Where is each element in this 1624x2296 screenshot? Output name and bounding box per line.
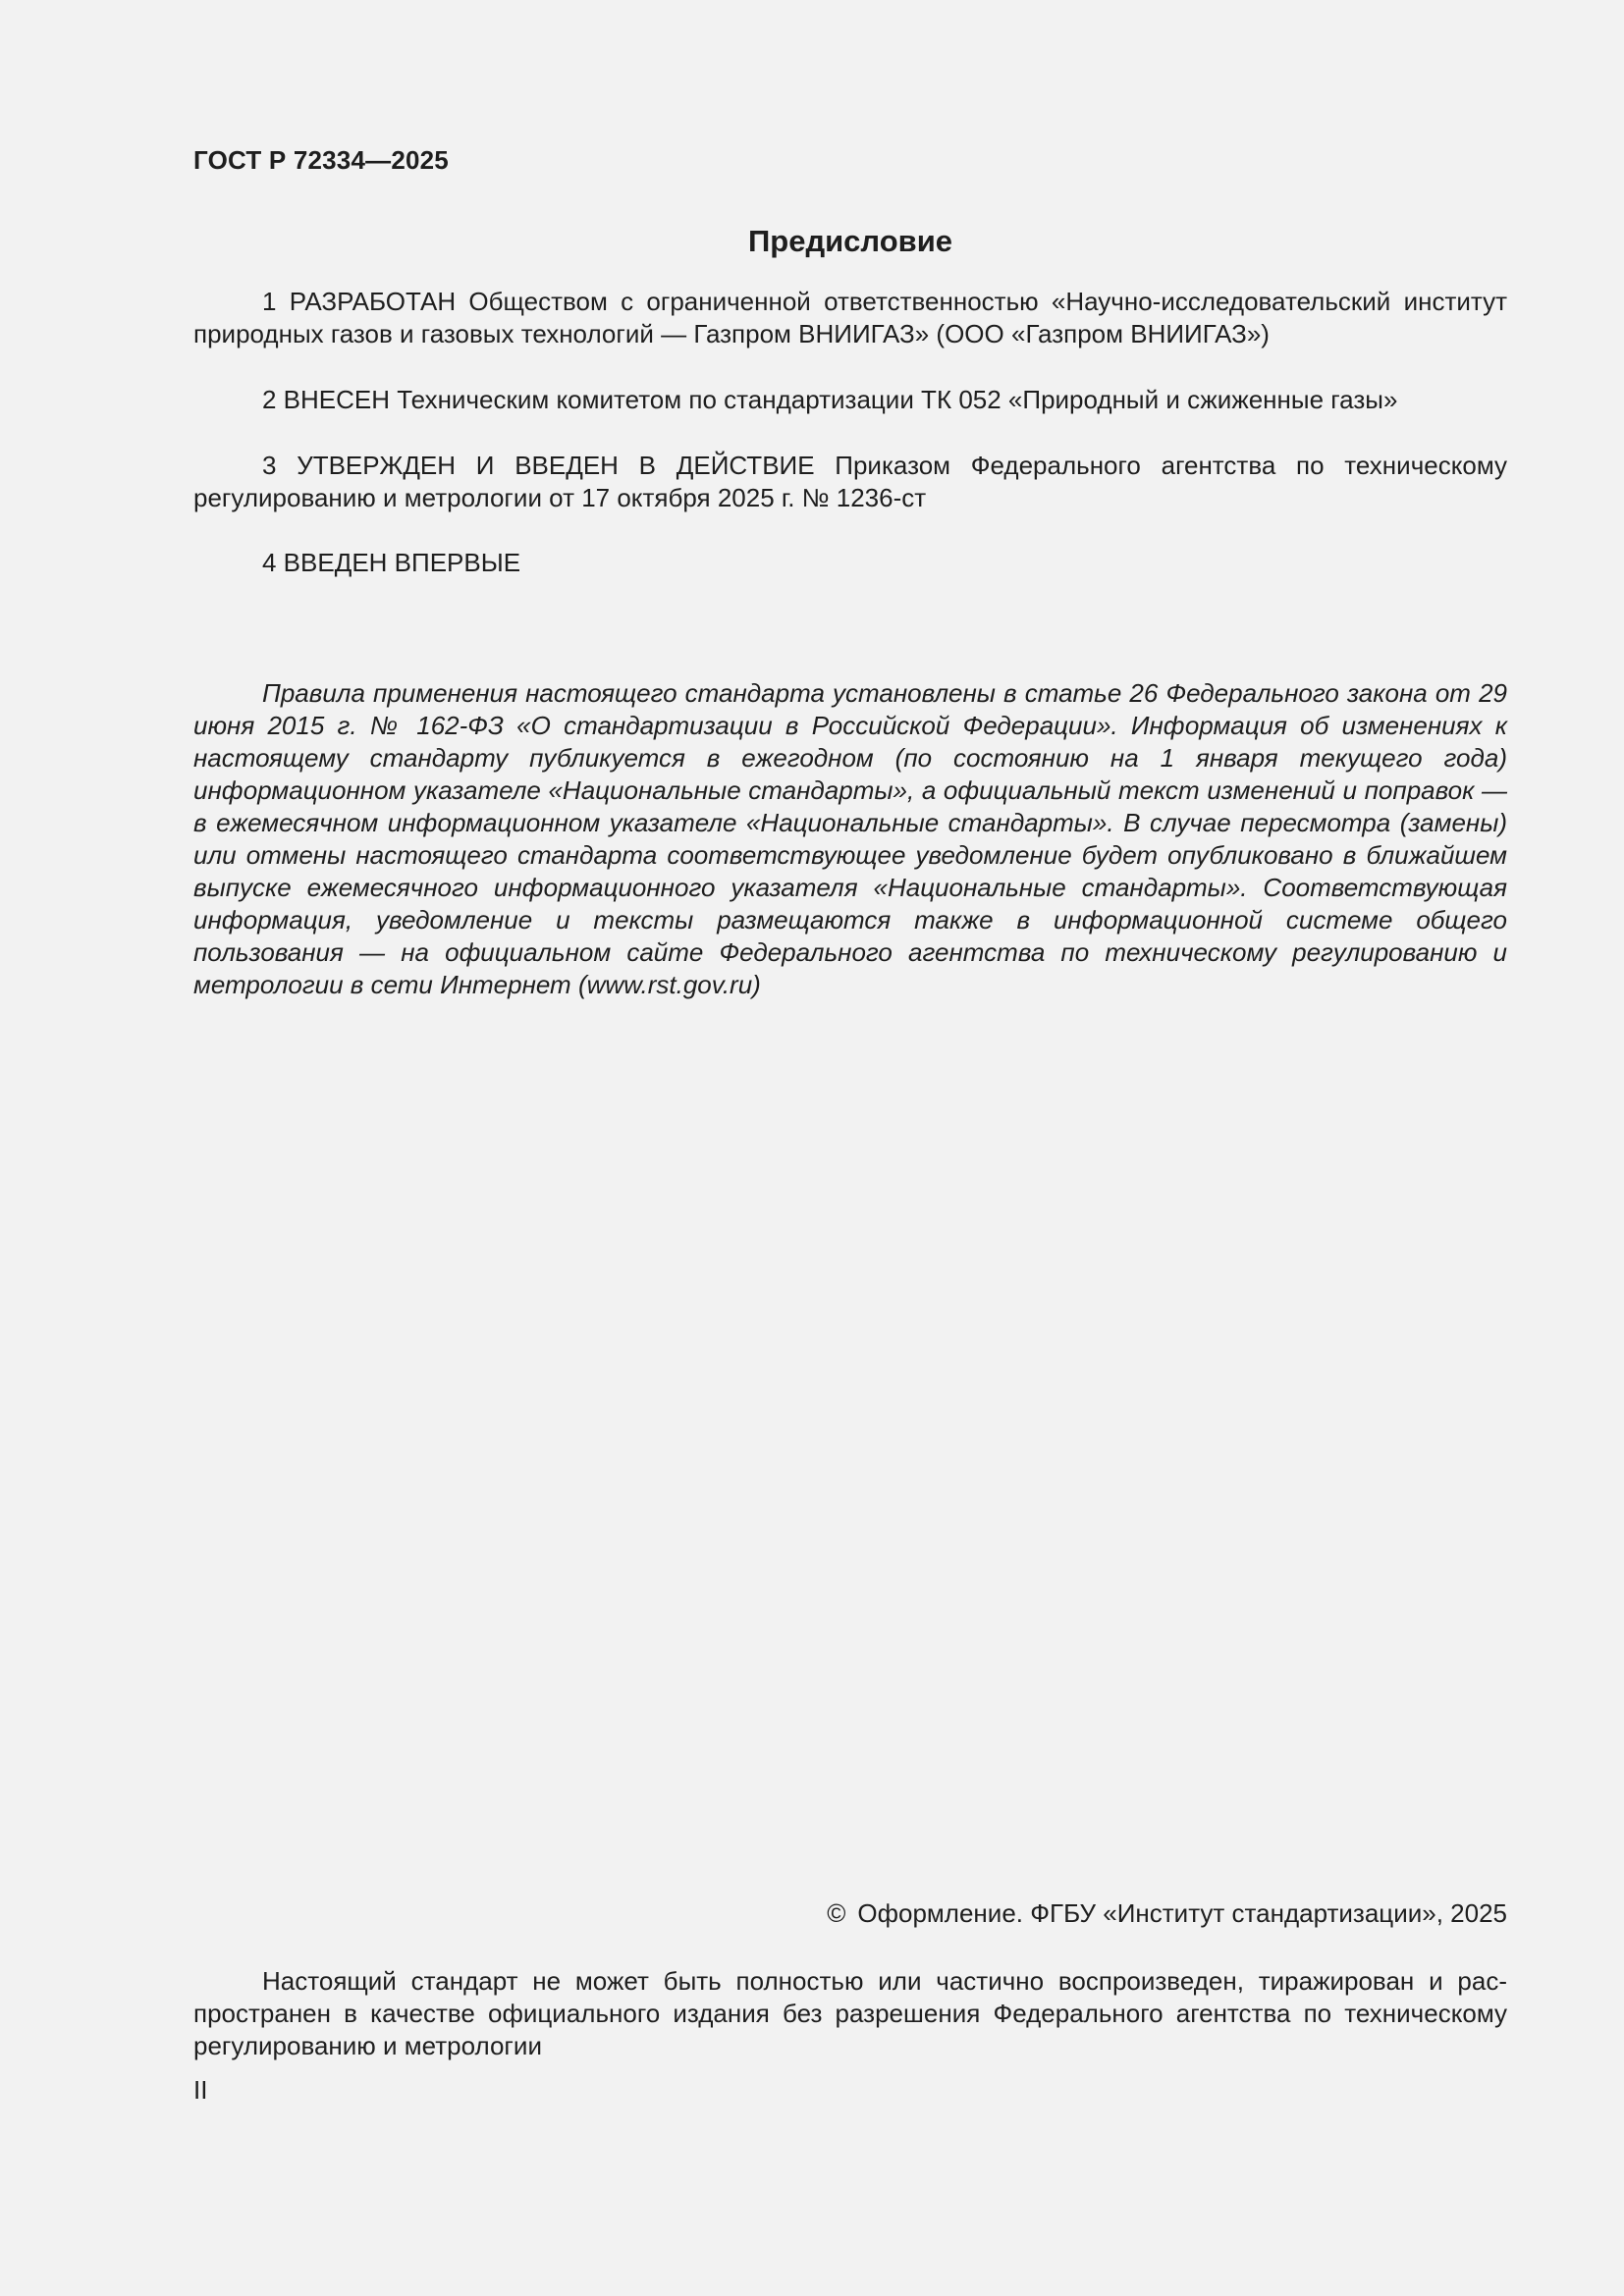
document-page [193,0,1507,2296]
preface-title: Предисловие [747,224,952,258]
copyright-text: Оформление. ФГБУ «Институт стандартизации», 2025 [857,1898,1507,1928]
preface-item-submitted: 2 ВНЕСЕН Техническим комитетом по стандартизации ТК 052 «Природный и сжиженные газы» [262,385,1398,414]
document-code: ГОСТ Р 72334—2025 [193,145,449,175]
preface-item-introduced: 4 ВВЕДЕН ВПЕРВЫЕ [262,548,521,577]
preface-item-approved: 3 УТВЕРЖДЕН И ВВЕДЕН В ДЕЙСТВИЕ Приказом Федерального агентства по техническому регулированию и метрологии от 17 октября 2025 г. № 1236-ст [193,451,1507,512]
page-number: II [193,2075,208,2105]
copyright-line [193,1898,1507,1929]
rules-note: Правила применения настоящего стандарта установлены в статье 26 Федерального закона от 29 июня 2015 г. № 162-ФЗ «О стандартизации в Российской Федерации». Информация об изменениях к настоящему стандарту публикуется в ежегодном (по состоянию на 1 января текущего года) информационном указателе «Национальные стандарты», а официальный текст изменений и поправок — в ежемесячном информационном указателе «Национальные стандарты». В случае пересмотра (замены) или отмены настоящего стандарта соответствующее уведомление будет опубликовано в ближайшем выпуске ежемесячного информационного указателя «Национальные стандарты». Соответствующая информация, уведомление и тексты размещаются также в информационной системе общего пользования — на официальном сайте Федерального агентства по техническому регулированию и метрологии в сети Интернет (www.rst.gov.ru) [193,678,1507,999]
preface-item-developed: 1 РАЗРАБОТАН Обществом с ограниченной ответственностью «Научно-исследовательский институт природных газов и газовых технологий — Газпром ВНИИГАЗ» (ООО «Газпром ВНИИГАЗ») [193,287,1507,348]
reproduction-notice: Настоящий стандарт не может быть полностью или частично воспроизведен, тиражирован и распространен в качестве официального издания без разрешения Федерального агентства по техническому регулированию и метрологии [193,1966,1507,2060]
copyright-icon: © [827,1898,846,1928]
